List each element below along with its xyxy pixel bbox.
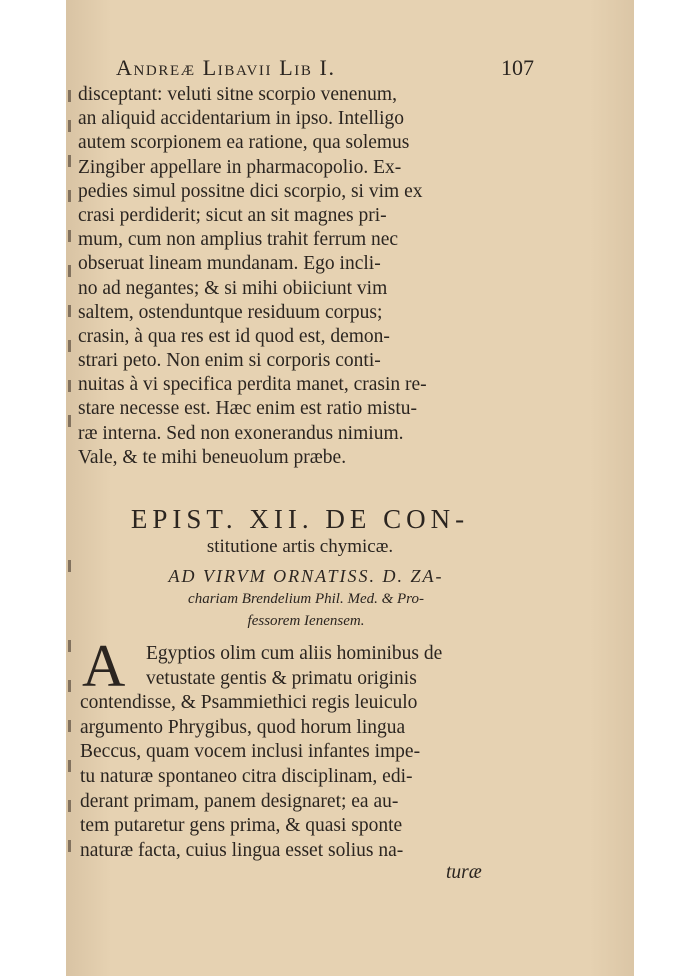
text-line: naturæ facta, cuius lingua esset solius na- — [80, 839, 404, 861]
page-number: 107 — [501, 55, 534, 80]
text-line: strari peto. Non enim si corporis conti- — [78, 350, 381, 372]
text-line: stare necesse est. Hæc enim est ratio mistu- — [78, 398, 417, 420]
text-line: Egyptios olim cum aliis hominibus de — [146, 643, 443, 664]
text-line: crasi perdiderit; sicut an sit magnes pri- — [78, 204, 387, 226]
text-line: derant primam, panem designaret; ea au- — [80, 790, 399, 812]
dedication-line: AD VIRVM ORNATISS. D. ZA- — [168, 566, 444, 586]
text-line: Vale, & te mihi beneuolum præbe. — [78, 446, 347, 468]
text-line: pedies simul possitne dici scorpio, si vim ex — [78, 180, 423, 202]
text-line: nuitas à vi specifica perdita manet, crasin re- — [78, 374, 427, 396]
text-line: ræ interna. Sed non exonerandus nimium. — [78, 422, 404, 444]
text-line: crasin, à qua res est id quod est, demon- — [78, 325, 390, 347]
text-line: argumento Phrygibus, quod horum lingua — [80, 716, 406, 738]
text-line: tu naturæ spontaneo citra disciplinam, edi- — [80, 765, 413, 787]
text-line: saltem, ostenduntque residuum corpus; — [78, 301, 383, 323]
epistle-heading — [100, 504, 500, 560]
running-header — [116, 55, 534, 81]
text-line: contendisse, & Psammiethici regis leuiculo — [80, 692, 418, 714]
dedication — [106, 564, 506, 632]
text-line: obseruat lineam mundanam. Ego incli- — [78, 253, 381, 275]
drop-cap: A — [82, 633, 126, 699]
text-line: no ad negantes; & si mihi obiiciunt vim — [78, 277, 388, 299]
text-line: mum, cum non amplius trahit ferrum nec — [78, 229, 399, 251]
text-line: autem scorpionem ea ratione, qua solemus — [78, 132, 410, 154]
text-line: Zingiber appellare in pharmacopolio. Ex- — [78, 156, 402, 178]
text-line: Beccus, quam vocem inclusi infantes impe- — [80, 741, 421, 763]
dedication-line: fessorem Ienensem. — [247, 613, 365, 629]
dedication-line: chariam Brendelium Phil. Med. & Pro- — [188, 591, 424, 607]
letter-body — [80, 633, 550, 863]
text-line: vetustate gentis & primatu originis — [146, 667, 417, 689]
text-line: disceptant: veluti sitne scorpio venenum, — [78, 84, 397, 105]
text-line: an aliquid accidentarium in ipso. Intelligo — [78, 108, 404, 130]
text-line: tem putaretur gens prima, & quasi sponte — [80, 815, 403, 837]
body-text — [78, 83, 548, 470]
epistle-subtitle: stitutione artis chymicæ. — [206, 536, 394, 557]
binding-gutter — [66, 80, 78, 880]
book-page — [66, 0, 634, 976]
epistle-title: EPIST. XII. DE CON- — [130, 504, 470, 534]
running-title: Andreæ Libavii Lib I. — [116, 55, 336, 80]
catchword: turæ — [446, 862, 482, 883]
